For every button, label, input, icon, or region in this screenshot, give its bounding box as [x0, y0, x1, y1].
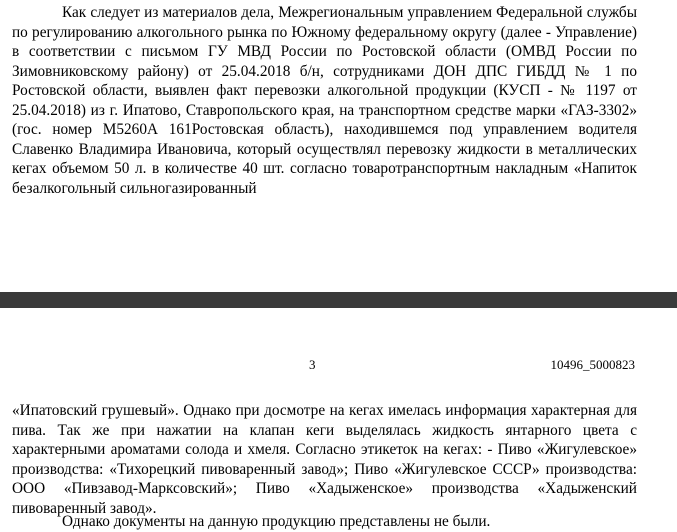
- page-break-separator: [0, 292, 677, 308]
- paragraph-documents-missing: Однако документы на данную продукцию представлены не были.: [62, 513, 491, 530]
- paragraph-inspection: «Ипатовский грушевый». Однако при досмотре на кегах имелась информация характерная для пива. Так же при нажатии на клапан кеги выделялась жидкость янтарного цвета с характерными ароматами солода и хмеля. Согласно этикеток на кегах: - Пиво «Жигулевское» производства: «Тихорецкий пивоваренный завод»; Пиво «Жигулевское СССР» производства: ООО «Пивзавод-Марксовский»; Пиво «Хадыженское» производства «Хадыженский пивоваренный завод».: [12, 402, 637, 517]
- paragraph-case-materials: Как следует из материалов дела, Межрегиональным управлением Федеральной службы по регулированию алкогольного рынка по Южному федеральному округу (далее - Управление) в соответствии с письмом ГУ МВД России по Ростовской области (ОМВД России по Зимовниковскому району) от 25.04.2018 б/н, сотрудниками ДОН ДПС ГИБДД № 1 по Ростовской области, выявлен факт перевозки алкогольной продукции (КУСП - № 1197 от 25.04.2018) из г. Ипатово, Ставропольского края, на транспортном средстве марки «ГАЗ-3302» (гос. номер М5260А 161Ростовская область), находившемся под управлением водителя Славенко Владимира Ивановича, который осуществлял перевозку жидкости в металлических кегах объемом 50 л. в количестве 40 шт. согласно товаротранспортным накладным «Напиток безалкогольный сильногазированный: [12, 4, 637, 197]
- page-number: 3: [309, 357, 316, 372]
- document-id: 10496_5000823: [550, 357, 635, 372]
